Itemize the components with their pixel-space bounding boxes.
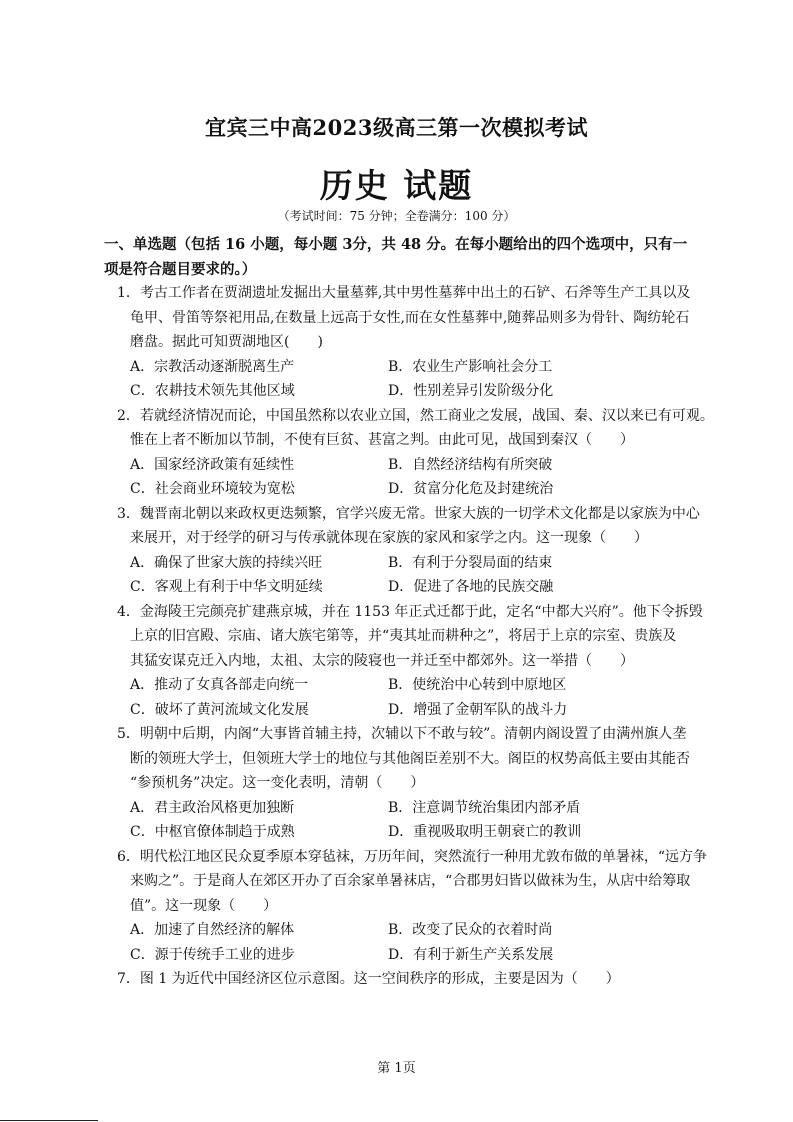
option-row bbox=[104, 551, 694, 576]
page-number: 第 1页 bbox=[377, 1061, 416, 1076]
answer-option: A．加速了自然经济的解体 bbox=[130, 922, 295, 938]
question-text-line: 来购之”。于是商人在郊区开办了百余家单暑袜店，“合郡男妇皆以做袜为生，从店中给筹取 bbox=[130, 873, 691, 889]
question-text-line: 3．魏晋南北朝以来政权更迭频繁，官学兴废无常。世家大族的一切学术文化都是以家族为中心 bbox=[117, 505, 700, 522]
option-row bbox=[104, 379, 694, 404]
question-text-line: 龟甲、骨笛等祭祀用品,在数量上远高于女性,而在女性墓葬中,随葬品则多为骨针、陶纺轮石 bbox=[130, 309, 690, 326]
answer-option: C．中枢官僚体制趋于成熟 bbox=[130, 824, 295, 840]
answer-option: A．宗教活动逐渐脱离生产 bbox=[130, 358, 295, 375]
answer-option: D．促进了各地的民族交融 bbox=[388, 579, 554, 595]
exam-title: 宜宾三中高2023级高三第一次模拟考试 bbox=[205, 115, 588, 140]
option-row bbox=[104, 575, 694, 600]
question-6 bbox=[104, 845, 708, 968]
answer-option: B．注意调节统治集团内部矛盾 bbox=[388, 799, 581, 816]
answer-option: B．农业生产影响社会分工 bbox=[388, 358, 553, 375]
section-heading: 一、单选题（包括 16 小题，每小题 3分，共 48 分。在每小题给出的四个选项中，只有一项是符合题目要求的。） bbox=[104, 236, 688, 278]
answer-option: A．君主政治风格更加独断 bbox=[130, 799, 295, 816]
answer-option: D．有利于新生产关系发展 bbox=[388, 946, 554, 963]
option-row bbox=[104, 673, 694, 698]
answer-option: A．推动了女真各部走向统一 bbox=[130, 677, 309, 693]
question-2 bbox=[104, 404, 714, 502]
exam-meta: （考试时间：75 分钟；全卷满分：100 分） bbox=[277, 209, 516, 223]
question-text-line: 2．若就经济情况而论，中国虽然称以农业立国，然工商业之发展，战国、秦、汉以来已有可观。 bbox=[117, 407, 714, 424]
question-1 bbox=[104, 281, 694, 404]
question-3 bbox=[104, 502, 700, 600]
answer-option: C．源于传统手工业的进步 bbox=[130, 946, 295, 963]
option-row bbox=[104, 355, 694, 380]
answer-option: B．使统治中心转到中原地区 bbox=[388, 677, 567, 693]
question-text-line: 来展开，对于经学的研习与传承就体现在家族的家风和家学之内。这一现象（ ） bbox=[130, 530, 648, 546]
answer-option: D．重视吸取明王朝衰亡的教训 bbox=[388, 824, 582, 840]
answer-option: B．改变了民众的衣着时尚 bbox=[388, 922, 553, 938]
answer-option: B．自然经济结构有所突破 bbox=[388, 456, 553, 473]
question-text-line: 其猛安谋克迁入内地，太祖、太宗的陵寝也一并迁至中都郊外。这一举措（ ） bbox=[130, 652, 634, 669]
option-row bbox=[104, 698, 694, 723]
option-row bbox=[104, 453, 694, 478]
question-text-line: 值”。这一现象（ ） bbox=[130, 897, 278, 914]
question-text-line: 磨盘。据此可知贾湖地区( ) bbox=[130, 334, 323, 350]
answer-option: D．增强了金朝军队的战斗力 bbox=[388, 701, 568, 718]
question-7 bbox=[104, 967, 694, 992]
answer-option: D．性别差异引发阶级分化 bbox=[388, 383, 554, 399]
option-row bbox=[104, 918, 694, 943]
question-text-line: 4．金海陵王完颜亮扩建燕京城，并在 1153 年正式迁都于此，定名“中都大兴府”。他下令拆毁 bbox=[117, 603, 703, 620]
question-text-line: 7．图 1 为近代中国经济区位示意图。这一空间秩序的形成，主要是因为（ ） bbox=[117, 971, 620, 987]
answer-option: B．有利于分裂局面的结束 bbox=[388, 554, 553, 571]
question-text-line: 上京的旧宫殿、宗庙、诸大族宅第等，并“夷其址而耕种之”，将居于上京的宗室、贵族及 bbox=[130, 628, 677, 644]
question-text-line: 断的领班大学士，但领班大学士的地位与其他阁臣差别不大。阁臣的权势高低主要由其能否 bbox=[130, 750, 690, 767]
answer-option: A．确保了世家大族的持续兴旺 bbox=[130, 554, 323, 571]
question-text-line: 5．明朝中后期，内阁“大事皆首辅主持，次辅以下不敢与较”。清朝内阁设置了由满州旗人垄 bbox=[117, 726, 687, 742]
footnote-rule bbox=[0, 1120, 98, 1121]
question-4 bbox=[104, 600, 703, 723]
answer-option: A．国家经济政策有延续性 bbox=[130, 456, 295, 473]
question-text-line: 1．考古工作者在贾湖遗址发掘出大量墓葬,其中男性墓葬中出土的石铲、石斧等生产工具以及 bbox=[117, 285, 691, 301]
answer-option: C．破坏了黄河流域文化发展 bbox=[130, 701, 309, 718]
subject-title: 历史 试题 bbox=[319, 166, 474, 205]
option-row bbox=[104, 820, 694, 845]
question-5 bbox=[104, 722, 694, 845]
answer-option: C．社会商业环境较为宽松 bbox=[130, 481, 295, 497]
option-row bbox=[104, 943, 694, 968]
answer-option: D．贫富分化危及封建统治 bbox=[388, 481, 554, 497]
question-text-line: 惟在上者不断加以节制，不使有巨贫、甚富之判。由此可见，战国到秦汉（ ） bbox=[130, 432, 634, 448]
question-text-line: “参预机务”决定。这一变化表明，清朝（ ） bbox=[130, 775, 425, 791]
option-row bbox=[104, 796, 694, 821]
question-text-line: 6．明代松江地区民众夏季原本穿毡袜，万历年间，突然流行一种用尤敦布做的单暑袜，“远方争 bbox=[117, 848, 708, 865]
answer-option: C．农耕技术领先其他区域 bbox=[130, 383, 295, 399]
question-list bbox=[104, 281, 714, 992]
answer-option: C．客观上有利于中华文明延续 bbox=[130, 579, 323, 595]
option-row bbox=[104, 477, 694, 502]
